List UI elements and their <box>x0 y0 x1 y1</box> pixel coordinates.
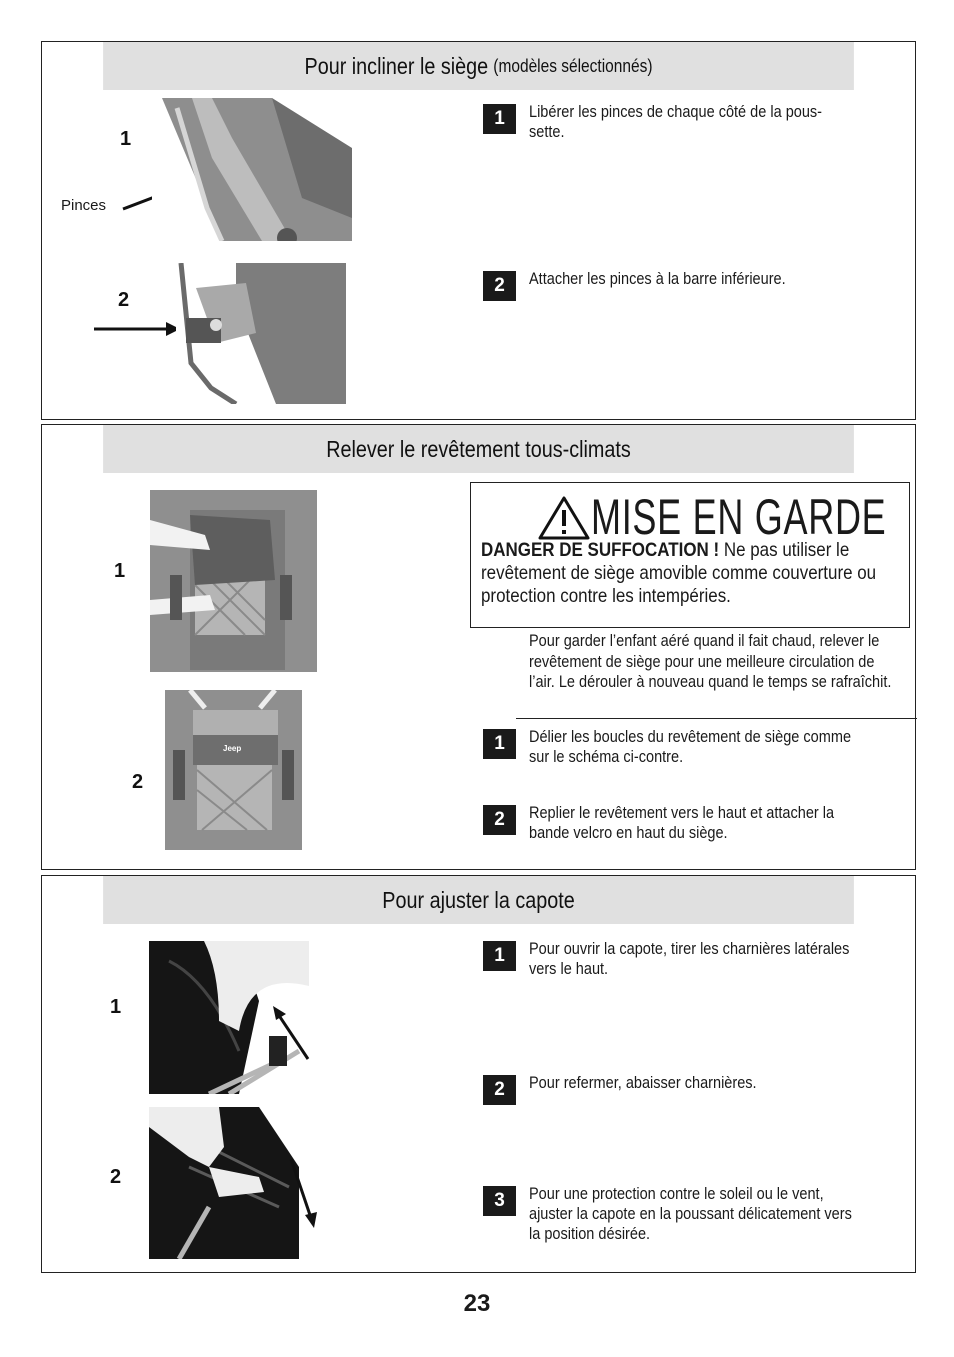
section-title-main: Relever le revêtement tous-climats <box>326 435 631 462</box>
pointer-arrow <box>92 319 182 339</box>
step-text: Replier le revêtement vers le haut et attacher la bande velcro en haut du siège. <box>529 804 835 842</box>
section-recline-seat <box>41 41 916 420</box>
step-number: 2 <box>483 805 516 835</box>
warning-lead: DANGER DE SUFFOCATION ! <box>481 539 720 561</box>
step-number: 2 <box>483 1075 516 1105</box>
figure-label-1: 1 <box>120 128 132 150</box>
arrow-up-icon <box>270 1004 315 1064</box>
page-number: 23 <box>463 1290 491 1317</box>
section-title-main: Pour incliner le siège <box>304 52 489 79</box>
step-number: 2 <box>483 271 516 301</box>
step-number: 1 <box>483 941 516 971</box>
step-text: Pour une protection contre le soleil ou le vent, ajuster la capote en la poussant délicatement vers la position désirée. <box>529 1185 852 1243</box>
section-title <box>103 42 854 90</box>
divider <box>516 718 917 719</box>
figure-label-2: 2 <box>132 771 144 793</box>
cover-illustration-2 <box>165 690 302 850</box>
section-title <box>103 425 854 473</box>
section-title-note: (modèles sélectionnés) <box>493 55 653 76</box>
section-adjust-canopy <box>41 875 916 1273</box>
step-number: 3 <box>483 1186 516 1216</box>
step-text: Libérer les pinces de chaque côté de la pous- sette. <box>529 103 823 141</box>
step-number: 1 <box>483 729 516 759</box>
recline-illustration-1 <box>152 98 352 241</box>
section-title <box>103 876 854 924</box>
figure-label-2: 2 <box>118 289 130 311</box>
warning-title: MISE EN GARDE <box>591 489 887 545</box>
figure-label-1: 1 <box>110 996 122 1018</box>
arrow-down-icon <box>286 1156 321 1231</box>
figure-label-2: 2 <box>110 1166 122 1188</box>
step-text: Attacher les pinces à la barre inférieure. <box>529 270 786 288</box>
step-text: Pour refermer, abaisser charnières. <box>529 1074 757 1092</box>
brand-label: Jeep <box>223 744 242 753</box>
recline-illustration-2 <box>176 263 346 404</box>
callout-pinces: Pinces <box>61 197 107 214</box>
section-title-main: Pour ajuster la capote <box>382 886 575 913</box>
cover-illustration-1 <box>150 490 317 672</box>
warning-triangle-icon <box>537 495 591 541</box>
step-text: Délier les boucles du revêtement de siège comme sur le schéma ci-contre. <box>529 728 852 766</box>
cover-intro-text: Pour garder l’enfant aéré quand il fait chaud, relever le revêtement de siège pour une meilleure circulation de l’air. Le dérouler à nouveau quand le temps se rafraîchit. <box>529 632 892 691</box>
figure-label-1: 1 <box>114 560 126 582</box>
step-text: Pour ouvrir la capote, tirer les charnières latérales vers le haut. <box>529 940 850 978</box>
canopy-illustration-2 <box>149 1107 309 1259</box>
warning-body: Ne pas utiliser le revêtement de siège amovible comme couverture ou protection contre les intempéries. <box>481 539 877 607</box>
warning-box <box>470 482 910 628</box>
section-all-weather-cover <box>41 424 916 870</box>
step-number: 1 <box>483 104 516 134</box>
warning-text <box>481 539 899 608</box>
